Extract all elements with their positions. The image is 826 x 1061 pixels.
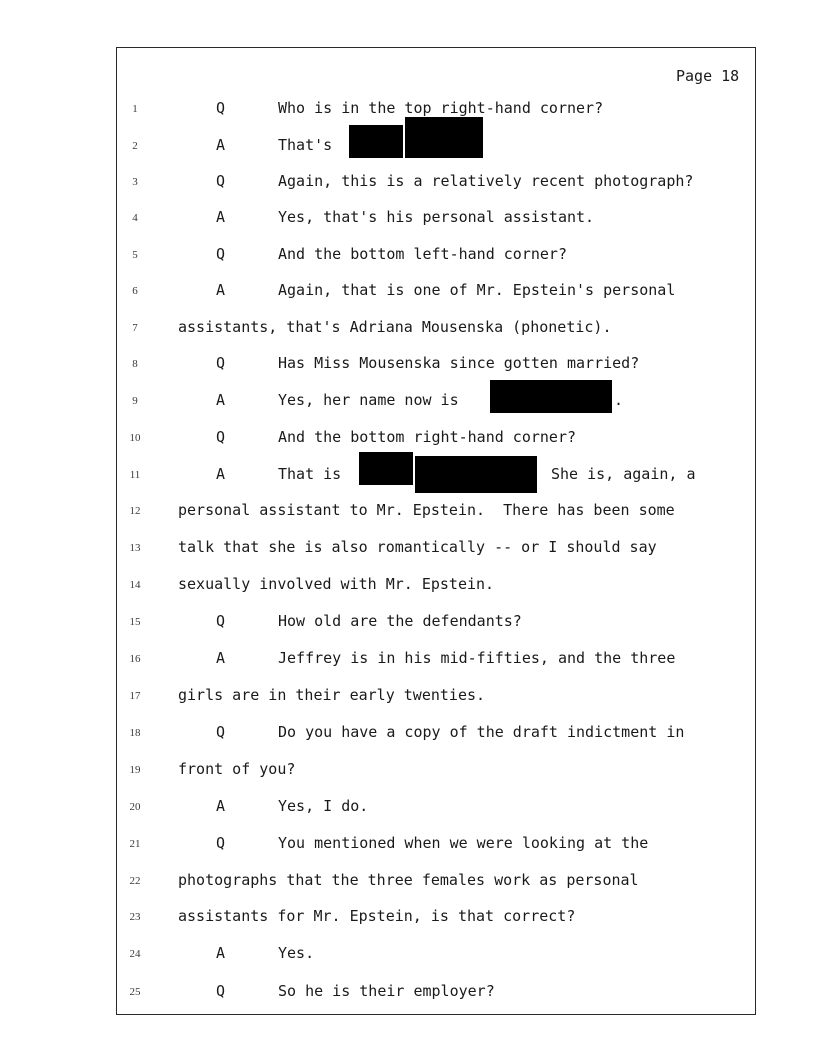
- transcript-line: [0, 391, 826, 421]
- line-number: 2: [132, 140, 138, 152]
- speaker-label: Q: [216, 834, 226, 852]
- line-number: 9: [132, 395, 138, 407]
- line-number: 21: [129, 838, 141, 850]
- line-text: assistants for Mr. Epstein, is that correct?: [178, 907, 576, 925]
- speaker-label: A: [216, 649, 226, 667]
- transcript-line: [0, 907, 826, 937]
- transcript-line: [0, 208, 826, 238]
- line-text: front of you?: [178, 760, 296, 778]
- redaction-box: [490, 380, 612, 413]
- line-number: 10: [129, 432, 141, 444]
- transcript-line: [0, 354, 826, 384]
- line-number: 23: [129, 911, 141, 923]
- line-text: Jeffrey is in his mid-fifties, and the three: [278, 649, 676, 667]
- transcript-line: [0, 723, 826, 753]
- line-text: Do you have a copy of the draft indictment in: [278, 723, 685, 741]
- transcript-line: [0, 649, 826, 679]
- line-text: How old are the defendants?: [278, 612, 522, 630]
- speaker-label: A: [216, 281, 226, 299]
- speaker-label: Q: [216, 982, 226, 1000]
- line-number: 11: [129, 469, 141, 481]
- transcript-line: [0, 465, 826, 495]
- transcript-line: [0, 575, 826, 605]
- transcript-line: [0, 501, 826, 531]
- line-number: 14: [129, 579, 141, 591]
- line-text-after-redaction: .: [614, 391, 624, 409]
- line-number: 1: [132, 103, 138, 115]
- line-text: personal assistant to Mr. Epstein. There has been some: [178, 501, 675, 519]
- line-text: Who is in the top right-hand corner?: [278, 99, 604, 117]
- line-text-after-redaction: She is, again, a: [551, 465, 696, 483]
- line-number: 24: [129, 948, 141, 960]
- transcript-line: [0, 982, 826, 1012]
- line-number: 5: [132, 249, 138, 261]
- transcript-line: [0, 172, 826, 202]
- transcript-line: [0, 834, 826, 864]
- line-number: 4: [132, 212, 138, 224]
- page-number: Page 18: [676, 67, 740, 85]
- line-text: assistants, that's Adriana Mousenska (phonetic).: [178, 318, 612, 336]
- line-number: 7: [132, 322, 138, 334]
- line-text: Yes, her name now is: [278, 391, 459, 409]
- transcript-line: [0, 245, 826, 275]
- speaker-label: A: [216, 465, 226, 483]
- transcript-line: [0, 686, 826, 716]
- line-text: Has Miss Mousenska since gotten married?: [278, 354, 640, 372]
- line-number: 22: [129, 875, 141, 887]
- line-number: 25: [129, 986, 141, 998]
- line-text: Yes, that's his personal assistant.: [278, 208, 595, 226]
- line-number: 16: [129, 653, 141, 665]
- speaker-label: A: [216, 797, 226, 815]
- speaker-label: A: [216, 136, 226, 154]
- transcript-line: [0, 871, 826, 901]
- transcript-line: [0, 760, 826, 790]
- speaker-label: Q: [216, 723, 226, 741]
- speaker-label: A: [216, 944, 226, 962]
- line-number: 6: [132, 285, 138, 297]
- speaker-label: A: [216, 208, 226, 226]
- line-number: 13: [129, 542, 141, 554]
- line-number: 19: [129, 764, 141, 776]
- redaction-box: [359, 452, 413, 485]
- line-number: 12: [129, 505, 141, 517]
- line-text: photographs that the three females work as personal: [178, 871, 639, 889]
- redaction-box: [405, 117, 483, 158]
- speaker-label: Q: [216, 428, 226, 446]
- line-number: 18: [129, 727, 141, 739]
- line-number: 8: [132, 358, 138, 370]
- transcript-line: [0, 428, 826, 458]
- line-text: You mentioned when we were looking at the: [278, 834, 649, 852]
- line-text: And the bottom right-hand corner?: [278, 428, 577, 446]
- speaker-label: Q: [216, 99, 226, 117]
- line-number: 3: [132, 176, 138, 188]
- line-text: talk that she is also romantically -- or I should say: [178, 538, 657, 556]
- transcript-line: [0, 612, 826, 642]
- speaker-label: Q: [216, 245, 226, 263]
- line-text: girls are in their early twenties.: [178, 686, 486, 704]
- line-text: sexually involved with Mr. Epstein.: [178, 575, 495, 593]
- speaker-label: Q: [216, 172, 226, 190]
- transcript-line: [0, 318, 826, 348]
- line-text: Again, this is a relatively recent photograph?: [278, 172, 694, 190]
- line-text: Yes, I do.: [278, 797, 369, 815]
- line-text: Again, that is one of Mr. Epstein's personal: [278, 281, 676, 299]
- line-number: 20: [129, 801, 141, 813]
- line-text: That is: [278, 465, 342, 483]
- line-number: 15: [129, 616, 141, 628]
- transcript-line: [0, 944, 826, 974]
- speaker-label: A: [216, 391, 226, 409]
- line-text: And the bottom left-hand corner?: [278, 245, 567, 263]
- redaction-box: [415, 456, 537, 493]
- line-text: Yes.: [278, 944, 315, 962]
- transcript-line: [0, 281, 826, 311]
- speaker-label: Q: [216, 612, 226, 630]
- transcript-line: [0, 538, 826, 568]
- line-number: 17: [129, 690, 141, 702]
- speaker-label: Q: [216, 354, 226, 372]
- transcript-line: [0, 797, 826, 827]
- line-text: So he is their employer?: [278, 982, 495, 1000]
- line-text: That's: [278, 136, 333, 154]
- redaction-box: [349, 125, 403, 158]
